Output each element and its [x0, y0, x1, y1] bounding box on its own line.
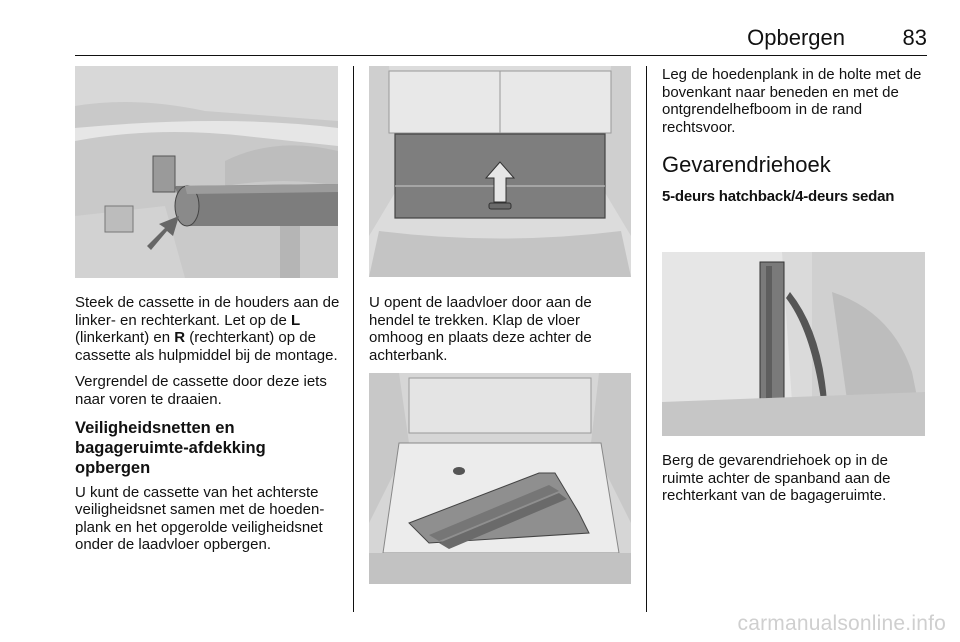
column-3-text-top [662, 66, 928, 206]
page-number: 83 [902, 25, 927, 50]
column-3-text-bottom [662, 452, 928, 514]
watermark: carmanualsonline.info [737, 612, 946, 635]
column-divider-2 [646, 66, 647, 612]
storage-heading: Veiligheidsnetten en bagageruimte-afdekking opbergen [75, 418, 266, 477]
storage-paragraph: U kunt de cassette van het achterste veiligheidsnet samen met de hoedenplank en het opgerolde veiligheidsnet onder de laadvloer opbergen. [75, 483, 325, 554]
stored-net-illustration [369, 373, 631, 584]
page-header [75, 0, 927, 56]
section-title: Opbergen [747, 25, 845, 50]
load-floor-paragraph: U opent de laadvloer door aan de hendel te trekken. Klap de vloer omhoog en plaats deze achter de achterbank. [369, 294, 592, 364]
warning-triangle-heading: Gevarendriehoek [662, 152, 831, 178]
lock-instruction-paragraph: Vergrendel de cassette door deze iets naar voren te draaien. [75, 373, 327, 408]
column-divider-1 [353, 66, 354, 612]
vehicle-variant-subheading: 5-deurs hatchback/4-deurs sedan [662, 188, 895, 206]
cassette-mounting-illustration [75, 66, 338, 278]
load-floor-illustration [369, 66, 631, 277]
mount-instruction-paragraph: Steek de cassette in de houders aan de linker- en rechterkant. Let op de L (linkerkant) en R (rechterkant) op de cassette als hulpmiddel bij de montage. [75, 294, 340, 364]
warning-triangle-paragraph: Berg de gevarendriehoek op in de ruimte achter de spanband aan de rechterkant van de bagageruimte. [662, 452, 891, 505]
column-1-text [75, 294, 341, 563]
warning-triangle-storage-illustration [662, 252, 925, 436]
hat-shelf-paragraph: Leg de hoedenplank in de holte met de bovenkant naar beneden en met de ontgrendelhefboom in de rand rechtsvoor. [662, 66, 922, 136]
column-2-text [369, 294, 635, 373]
